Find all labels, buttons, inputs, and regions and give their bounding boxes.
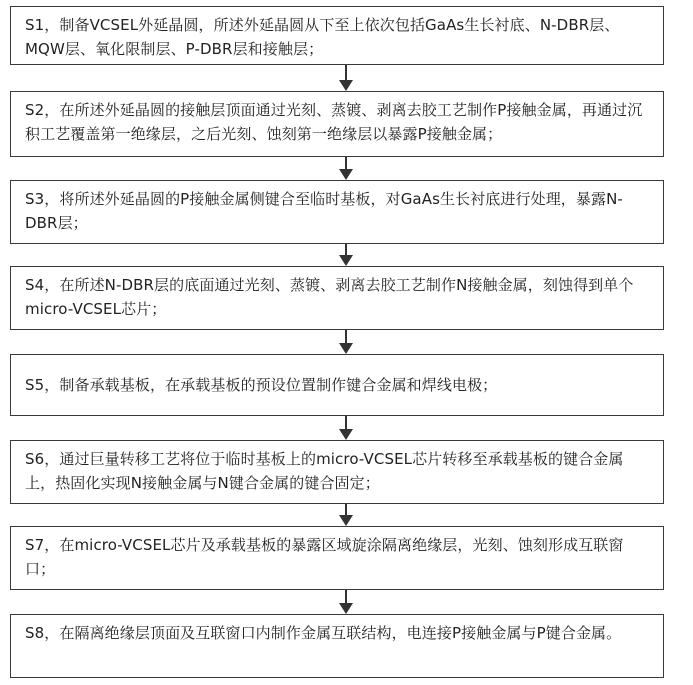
step-s4-text: S4，在所述N-DBR层的底面通过光刻、蒸镀、剥离去胶工艺制作N接触金属，刻蚀得到单个micro-VCSEL芯片； — [25, 276, 634, 318]
arrow-s5-to-s6 — [339, 416, 353, 440]
step-s3-box — [10, 180, 664, 244]
step-s6-text: S6，通过巨量转移工艺将位于临时基板上的micro-VCSEL芯片转移至承载基板的键合金属上，热固化实现N接触金属与N键合金属的键合固定； — [25, 450, 624, 492]
arrow-s6-to-s7 — [339, 504, 353, 526]
step-s6-box — [10, 440, 664, 504]
step-s8-box — [10, 614, 664, 678]
arrow-s4-to-s5 — [339, 330, 353, 354]
arrow-s2-to-s3 — [339, 157, 353, 180]
step-s8-text: S8，在隔离绝缘层顶面及互联窗口内制作金属互联结构，电连接P接触金属与P键合金属。 — [25, 624, 622, 642]
step-s4-box — [10, 266, 664, 330]
step-s2-text: S2，在所述外延晶圆的接触层顶面通过光刻、蒸镀、剥离去胶工艺制作P接触金属，再通过沉积工艺覆盖第一绝缘层，之后光刻、蚀刻第一绝缘层以暴露P接触金属； — [25, 101, 643, 143]
step-s1-text: S1，制备VCSEL外延晶圆，所述外延晶圆从下至上依次包括GaAs生长衬底、N-DBR层、MQW层、氧化限制层、P-DBR层和接触层； — [25, 16, 620, 58]
arrow-s3-to-s4 — [339, 244, 353, 266]
arrow-s1-to-s2 — [339, 65, 353, 91]
step-s7-box — [10, 526, 664, 590]
step-s5-text: S5，制备承载基板，在承载基板的预设位置制作键合金属和焊线电极； — [25, 376, 498, 394]
step-s5-box — [10, 354, 664, 416]
arrow-s7-to-s8 — [339, 590, 353, 614]
step-s2-box — [10, 91, 664, 157]
step-s7-text: S7，在micro-VCSEL芯片及承载基板的暴露区域旋涂隔离绝缘层，光刻、蚀刻形成互联窗口； — [25, 536, 624, 578]
step-s3-text: S3，将所述外延晶圆的P接触金属侧键合至临时基板，对GaAs生长衬底进行处理，暴露N-DBR层； — [25, 190, 623, 232]
step-s1-box — [10, 6, 664, 65]
